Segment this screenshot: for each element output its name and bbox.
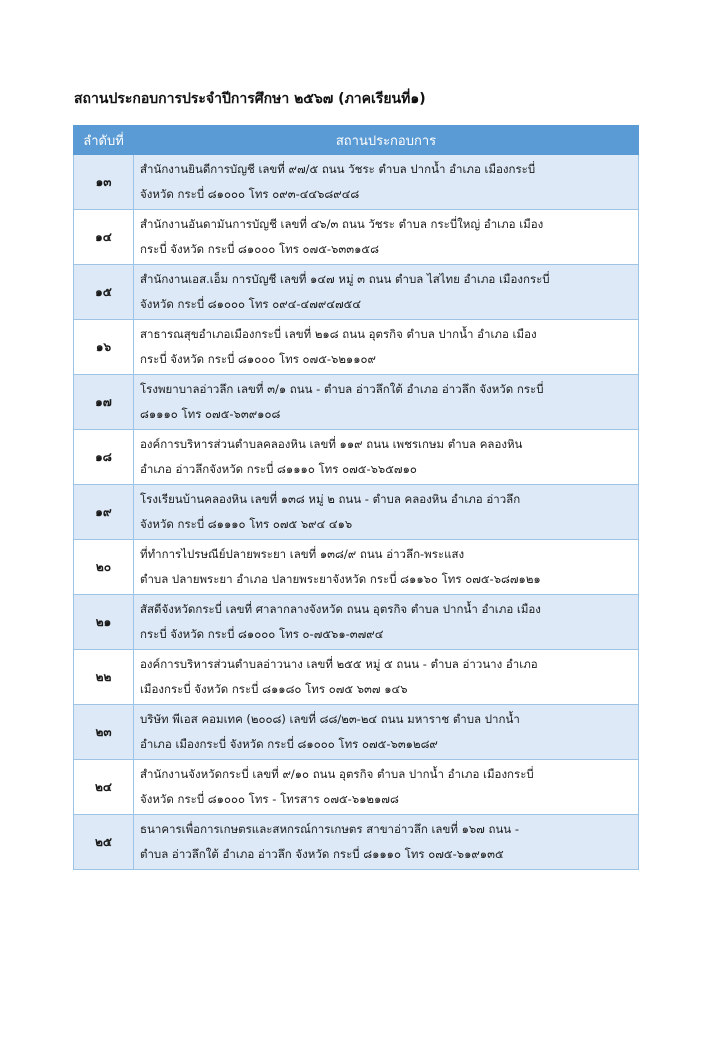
establishment-details [134,210,639,265]
details-line-2: ๘๑๑๑๐ โทร ๐๗๕-๖๓๙๑๐๘ [140,407,281,421]
details-line-2: เมืองกระบี่ จังหวัด กระบี่ ๘๑๑๘๐ โทร ๐๗๕ ๖๓๗ ๑๔๖ [140,682,408,696]
details-line-2: กระบี่ จังหวัด กระบี่ ๘๑๐๐๐ โทร ๐-๗๕๖๑-๓๗๙๔ [140,627,384,641]
details-line-2: อำเภอ เมืองกระบี่ จังหวัด กระบี่ ๘๑๐๐๐ โทร ๐๗๕-๖๓๑๒๘๙ [140,737,438,751]
details-line-2: จังหวัด กระบี่ ๘๑๐๐๐ โทร - โทรสาร ๐๗๕-๖๑๒๑๗๘ [140,792,399,806]
table-row [74,210,639,265]
details-line-1: องค์การบริหารส่วนตำบลอ่าวนาง เลขที่ ๒๕๕ หมู่ ๕ ถนน - ตำบล อ่าวนาง อำเภอ [140,657,538,671]
row-number: ๒๒ [74,650,134,705]
table-row [74,265,639,320]
row-number: ๒๐ [74,540,134,595]
row-number: ๒๔ [74,760,134,815]
row-number: ๒๕ [74,815,134,870]
table-row [74,815,639,870]
details-line-2: กระบี่ จังหวัด กระบี่ ๘๑๐๐๐ โทร ๐๗๕-๖๓๓๑๕๘ [140,242,379,256]
details-line-2: อำเภอ อ่าวลึกจังหวัด กระบี่ ๘๑๑๑๐ โทร ๐๗๕-๖๖๕๗๑๐ [140,462,417,476]
details-line-1: องค์การบริหารส่วนตำบลคลองหิน เลขที่ ๑๑๙ ถนน เพชรเกษม ตำบล คลองหิน [140,437,523,451]
establishment-details [134,265,639,320]
row-number: ๑๖ [74,320,134,375]
establishment-details [134,540,639,595]
establishment-details [134,815,639,870]
column-header-number: ลำดับที่ [74,126,134,155]
establishment-details [134,705,639,760]
table-row [74,650,639,705]
details-line-2: ตำบล อ่าวลึกใต้ อำเภอ อ่าวลึก จังหวัด กระบี่ ๘๑๑๑๐ โทร ๐๗๕-๖๑๙๑๓๕ [140,847,504,861]
details-line-2: จังหวัด กระบี่ ๘๑๐๐๐ โทร ๐๙๔-๔๗๙๔๗๕๔ [140,297,362,311]
row-number: ๑๘ [74,430,134,485]
establishment-details [134,650,639,705]
table-row [74,155,639,210]
details-line-1: สำนักงานอันดามันการบัญชี เลขที่ ๔๖/๓ ถนน วัชระ ตำบล กระบี่ใหญ่ อำเภอ เมือง [140,217,544,231]
details-line-2: ตำบล ปลายพระยา อำเภอ ปลายพระยาจังหวัด กระบี่ ๘๑๑๖๐ โทร ๐๗๕-๖๘๗๑๒๑ [140,572,541,586]
establishment-details [134,155,639,210]
establishment-details [134,320,639,375]
column-header-establishment: สถานประกอบการ [134,126,639,155]
details-line-1: บริษัท พีเอส คอมเทค (๒๐๐๘) เลขที่ ๘๘/๒๓-๒๔ ถนน มหาราช ตำบล ปากน้ำ [140,712,520,726]
table-row [74,540,639,595]
details-line-2: จังหวัด กระบี่ ๘๑๑๑๐ โทร ๐๗๕ ๖๙๔ ๔๑๖ [140,517,353,531]
establishment-details [134,485,639,540]
row-number: ๑๔ [74,210,134,265]
row-number: ๑๓ [74,155,134,210]
table-row [74,760,639,815]
details-line-1: ธนาคารเพื่อการเกษตรและสหกรณ์การเกษตร สาขาอ่าวลึก เลขที่ ๑๖๗ ถนน - [140,822,519,836]
table-row [74,705,639,760]
page-title: สถานประกอบการประจำปีการศึกษา ๒๕๖๗ (ภาคเรียนที่๑) [74,91,426,107]
establishment-details [134,375,639,430]
details-line-1: โรงพยาบาลอ่าวลึก เลขที่ ๓/๑ ถนน - ตำบล อ่าวลึกใต้ อำเภอ อ่าวลึก จังหวัด กระบี่ [140,382,544,396]
row-number: ๑๙ [74,485,134,540]
details-line-2: จังหวัด กระบี่ ๘๑๐๐๐ โทร ๐๙๓-๔๔๖๘๙๔๘ [140,187,360,201]
establishment-details [134,430,639,485]
table-row [74,430,639,485]
table-header-row [74,126,639,155]
details-line-1: สาธารณสุขอำเภอเมืองกระบี่ เลขที่ ๒๑๘ ถนน อุตรกิจ ตำบล ปากน้ำ อำเภอ เมือง [140,327,537,341]
row-number: ๑๕ [74,265,134,320]
details-line-1: สำนักงานจังหวัดกระบี่ เลขที่ ๙/๑๐ ถนน อุตรกิจ ตำบล ปากน้ำ อำเภอ เมืองกระบี่ [140,767,534,781]
establishment-details [134,595,639,650]
table-row [74,375,639,430]
table-row [74,595,639,650]
row-number: ๒๓ [74,705,134,760]
details-line-1: สำนักงานเอส.เอ็ม การบัญชี เลขที่ ๑๔๗ หมู่ ๓ ถนน ตำบล ไสไทย อำเภอ เมืองกระบี่ [140,272,550,286]
table-row [74,320,639,375]
details-line-1: ที่ทำการไปรษณีย์ปลายพระยา เลขที่ ๑๓๘/๙ ถนน อ่าวลึก-พระแสง [140,547,465,561]
row-number: ๒๑ [74,595,134,650]
table-row [74,485,639,540]
establishments-table [73,125,639,870]
establishment-details [134,760,639,815]
details-line-1: โรงเรียนบ้านคลองหิน เลขที่ ๑๓๘ หมู่ ๒ ถนน - ตำบล คลองหิน อำเภอ อ่าวลึก [140,492,521,506]
details-line-2: กระบี่ จังหวัด กระบี่ ๘๑๐๐๐ โทร ๐๗๕-๖๒๑๑๐๙ [140,352,376,366]
row-number: ๑๗ [74,375,134,430]
details-line-1: สัสดีจังหวัดกระบี่ เลขที่ ศาลากลางจังหวัด ถนน อุตรกิจ ตำบล ปากน้ำ อำเภอ เมือง [140,602,541,616]
details-line-1: สำนักงานยินดีการบัญชี เลขที่ ๙๗/๕ ถนน วัชระ ตำบล ปากน้ำ อำเภอ เมืองกระบี่ [140,162,536,176]
